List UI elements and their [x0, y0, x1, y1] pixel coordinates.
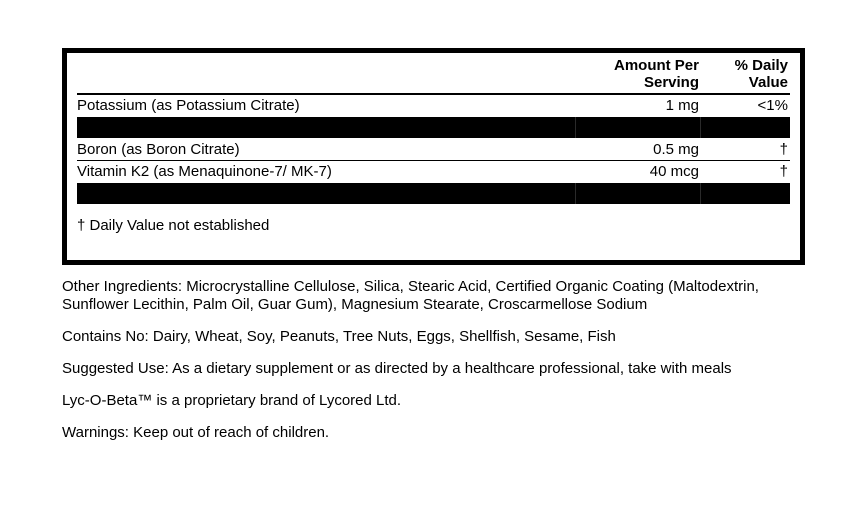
- column-divider: [700, 183, 701, 204]
- supplement-facts-table: [77, 53, 790, 234]
- nutrient-name: Vitamin K2 (as Menaquinone-7/ MK-7): [77, 163, 332, 180]
- table-header-row: [77, 53, 790, 95]
- nutrient-amount: 0.5 mg: [653, 141, 699, 158]
- other-ingredients-text: Other Ingredients: Microcrystalline Cellulose, Silica, Stearic Acid, Certified Organic Coating (Maltodextrin, Sunflower Lecithin, Palm Oil, Guar Gum), Magnesium Stearate, Croscarmellose Sodium: [62, 278, 759, 313]
- nutrient-daily-value: †: [779, 141, 788, 158]
- redacted-row-bar: [77, 183, 790, 204]
- column-divider: [700, 117, 701, 138]
- column-divider: [575, 183, 576, 204]
- column-divider: [575, 117, 576, 138]
- nutrient-name: Boron (as Boron Citrate): [77, 141, 240, 158]
- brand-note-text: Lyc-O-Beta™ is a proprietary brand of Lycored Ltd.: [62, 392, 402, 409]
- product-info-section: [62, 278, 782, 456]
- amount-per-serving-header: Amount Per Serving: [613, 57, 699, 91]
- nutrient-amount: 40 mcg: [649, 163, 699, 180]
- daily-value-header: % Daily Value: [734, 57, 788, 91]
- daily-value-footnote: † Daily Value not established: [77, 217, 270, 234]
- nutrient-name: Potassium (as Potassium Citrate): [77, 97, 300, 114]
- table-row: [77, 161, 790, 182]
- redacted-row-bar: [77, 117, 790, 138]
- nutrient-amount: 1 mg: [665, 97, 699, 114]
- warnings-text: Warnings: Keep out of reach of children.: [62, 424, 330, 441]
- supplement-facts-panel: [62, 48, 805, 265]
- table-row: [77, 95, 790, 116]
- nutrient-daily-value: †: [779, 163, 788, 180]
- nutrient-daily-value: <1%: [757, 97, 788, 114]
- contains-no-text: Contains No: Dairy, Wheat, Soy, Peanuts, Tree Nuts, Eggs, Shellfish, Sesame, Fish: [62, 328, 616, 345]
- table-row: [77, 139, 790, 161]
- suggested-use-text: Suggested Use: As a dietary supplement or as directed by a healthcare professional, take with meals: [62, 360, 732, 377]
